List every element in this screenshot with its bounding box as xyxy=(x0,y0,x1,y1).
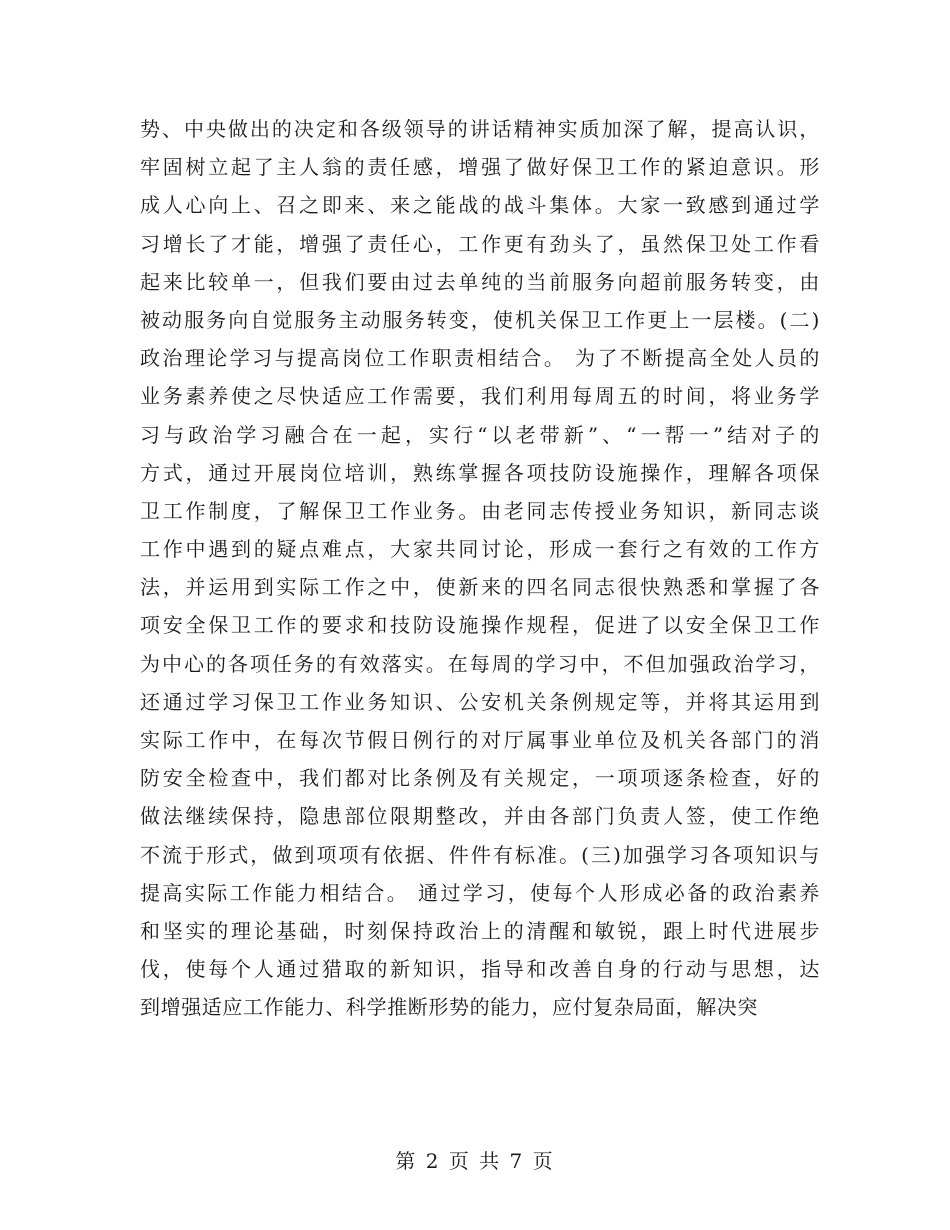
text-line-23: 伐，使每个人通过猎取的新知识，指导和改善自身的行动与思想，达 xyxy=(140,957,820,982)
text-line-11: 卫工作制度，了解保卫工作业务。由老同志传授业务知识，新同志谈 xyxy=(140,498,820,523)
text-line-22: 和坚实的理论基础，时刻保持政治上的清醒和敏锐，跟上时代进展步 xyxy=(140,918,820,943)
text-line-20: 不流于形式，做到项项有依据、件件有标准。(三)加强学习各项知识与 xyxy=(140,842,820,867)
text-line-6: 被动服务向自觉服务主动服务转变，使机关保卫工作更上一层楼。(二) xyxy=(140,307,820,332)
text-line-8: 业务素养使之尽快适应工作需要，我们利用每周五的时间，将业务学 xyxy=(140,384,820,409)
document-body xyxy=(140,110,820,1027)
text-line-17: 实际工作中，在每次节假日例行的对厅属事业单位及机关各部门的消 xyxy=(140,728,820,752)
text-line-4: 习增长了才能，增强了责任心，工作更有劲头了，虽然保卫处工作看 xyxy=(140,231,820,256)
text-line-2: 牢固树立起了主人翁的责任感，增强了做好保卫工作的紧迫意识。形 xyxy=(140,155,820,180)
text-line-13: 法，并运用到实际工作之中，使新来的四名同志很快熟悉和掌握了各 xyxy=(140,575,820,600)
text-line-16: 还通过学习保卫工作业务知识、公安机关条例规定等，并将其运用到 xyxy=(140,689,820,714)
text-line-5: 起来比较单一，但我们要由过去单纯的当前服务向超前服务转变，由 xyxy=(140,269,820,294)
text-line-15: 为中心的各项任务的有效落实。在每周的学习中，不但加强政治学习， xyxy=(140,651,820,676)
text-line-14: 项安全保卫工作的要求和技防设施操作规程，促进了以安全保卫工作 xyxy=(140,613,820,638)
text-line-7: 政治理论学习与提高岗位工作职责相结合。 为了不断提高全处人员的 xyxy=(140,346,820,371)
text-line-18: 防安全检查中，我们都对比条例及有关规定，一项项逐条检查，好的 xyxy=(140,766,820,791)
text-line-19: 做法继续保持，隐患部位限期整改，并由各部门负责人签，使工作绝 xyxy=(140,804,820,829)
text-line-9: 习与政治学习融合在一起，实行“以老带新”、“一帮一”结对子的 xyxy=(140,422,820,447)
text-line-1: 势、中央做出的决定和各级领导的讲话精神实质加深了解，提高认识， xyxy=(140,117,820,141)
text-line-21: 提高实际工作能力相结合。 通过学习，使每个人形成必备的政治素养 xyxy=(140,880,820,905)
text-line-10: 方式，通过开展岗位培训，熟练掌握各项技防设施操作，理解各项保 xyxy=(140,460,820,485)
text-line-24: 到增强适应工作能力、科学推断形势的能力，应付复杂局面，解决突 xyxy=(140,995,758,1020)
text-line-3: 成人心向上、召之即来、来之能战的战斗集体。大家一致感到通过学 xyxy=(140,193,820,218)
page-number-footer: 第 2 页 共 7 页 xyxy=(395,1149,555,1173)
text-line-12: 工作中遇到的疑点难点，大家共同讨论，形成一套行之有效的工作方 xyxy=(140,537,820,562)
